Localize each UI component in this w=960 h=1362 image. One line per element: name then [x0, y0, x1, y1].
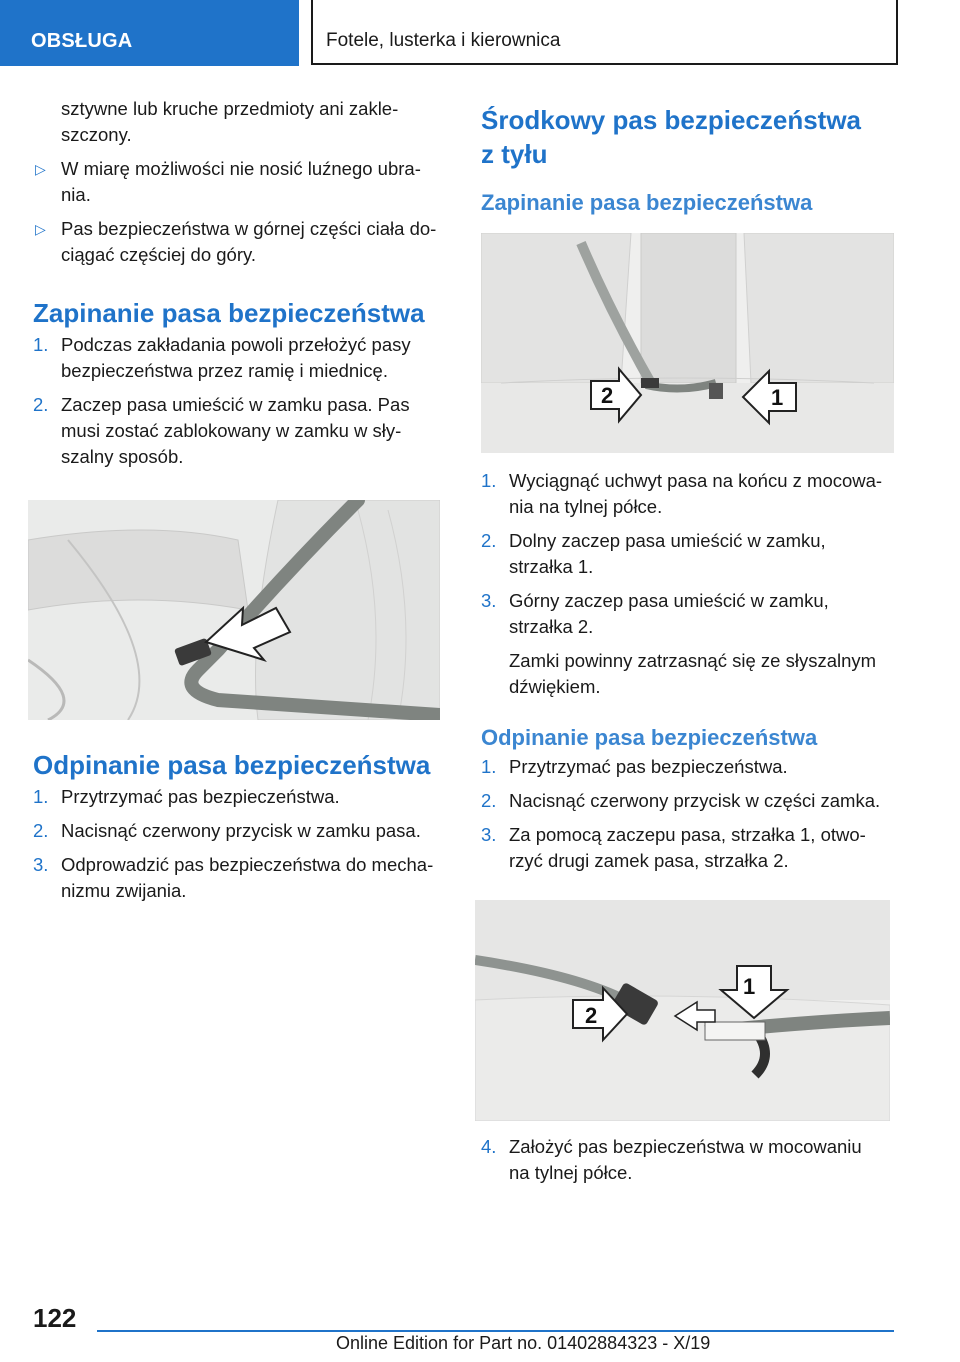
figure-rear-center-belt-fasten [481, 233, 894, 453]
step-item: 4. Założyć pas bezpieczeństwa w mocowaniu na tylnej półce. [481, 1136, 862, 1183]
rear-seat-illustration [481, 233, 894, 453]
list-item: ▷ Pas bezpieczeństwa w górnej części ciała do-ciągać częściej do góry. [35, 218, 437, 265]
figure-rear-center-belt-release [475, 900, 890, 1121]
section-heading: Odpinanie pasa bezpieczeństwa [33, 750, 431, 780]
main-heading: Środkowy pas bezpieczeństwa z tyłu [481, 105, 862, 169]
step-item: 1. Wyciągnąć uchwyt pasa na końcu z mocowa-nia na tylnej półce. [481, 470, 883, 517]
step-item: 1. Przytrzymać pas bezpieczeństwa. [33, 786, 340, 807]
triangle-bullet-icon: ▷ [35, 161, 46, 177]
step-item: 1. Przytrzymać pas bezpieczeństwa. [481, 756, 788, 777]
step-note: Zamki powinny zatrzasnąć się ze słyszalnym dźwiękiem. [509, 650, 877, 697]
page-number: 122 [33, 1303, 77, 1333]
seat-belt-illustration [28, 500, 440, 720]
footer-divider [97, 1330, 894, 1332]
step-item: 3. Odprowadzić pas bezpieczeństwa do mecha-nizmu zwijania. [33, 854, 434, 901]
intro-continuation: sztywne lub kruche przedmioty ani zakle-szczony. [61, 98, 399, 145]
rear-buckle-illustration [475, 900, 890, 1121]
step-item: 3. Za pomocą zaczepu pasa, strzałka 1, otwo-rzyć drugi zamek pasa, strzałka 2. [481, 824, 866, 871]
chapter-box [311, 0, 898, 65]
arrow-label-1: 1 [743, 974, 756, 999]
left-column [33, 96, 445, 904]
edition-note: Online Edition for Part no. 01402884323 - X/19 [336, 1333, 711, 1353]
subheading: Odpinanie pasa bezpieczeństwa [481, 725, 818, 750]
triangle-bullet-icon: ▷ [35, 221, 46, 237]
step-item: 1. Podczas zakładania powoli przełożyć pasy bezpieczeństwa przez ramię i miednicę. [33, 334, 411, 381]
step-item: 2. Nacisnąć czerwony przycisk w zamku pasa. [33, 820, 421, 841]
section-tab [0, 0, 299, 66]
right-column [481, 103, 896, 1186]
arrow-label-2: 2 [585, 1003, 598, 1028]
section-heading: Zapinanie pasa bezpieczeństwa [33, 298, 425, 328]
section-title: OBSŁUGA [31, 30, 133, 52]
arrow-label-2: 2 [601, 383, 614, 408]
figure-front-seat-buckle [28, 500, 440, 720]
step-item: 3. Górny zaczep pasa umieścić w zamku, strzałka 2. [481, 590, 829, 637]
step-item: 2. Nacisnąć czerwony przycisk w części zamka. [481, 790, 881, 811]
step-item: 2. Zaczep pasa umieścić w zamku pasa. Pas musi zostać zablokowany w zamku w sły-szalny sposób. [33, 394, 410, 467]
chapter-title: Fotele, lusterka i kierownica [326, 30, 561, 51]
subheading: Zapinanie pasa bezpieczeństwa [481, 190, 813, 215]
arrow-label-1: 1 [771, 385, 784, 410]
step-item: 2. Dolny zaczep pasa umieścić w zamku, strzałka 1. [481, 530, 826, 577]
list-item: ▷ W miarę możliwości nie nosić luźnego ubra-nia. [35, 158, 421, 205]
